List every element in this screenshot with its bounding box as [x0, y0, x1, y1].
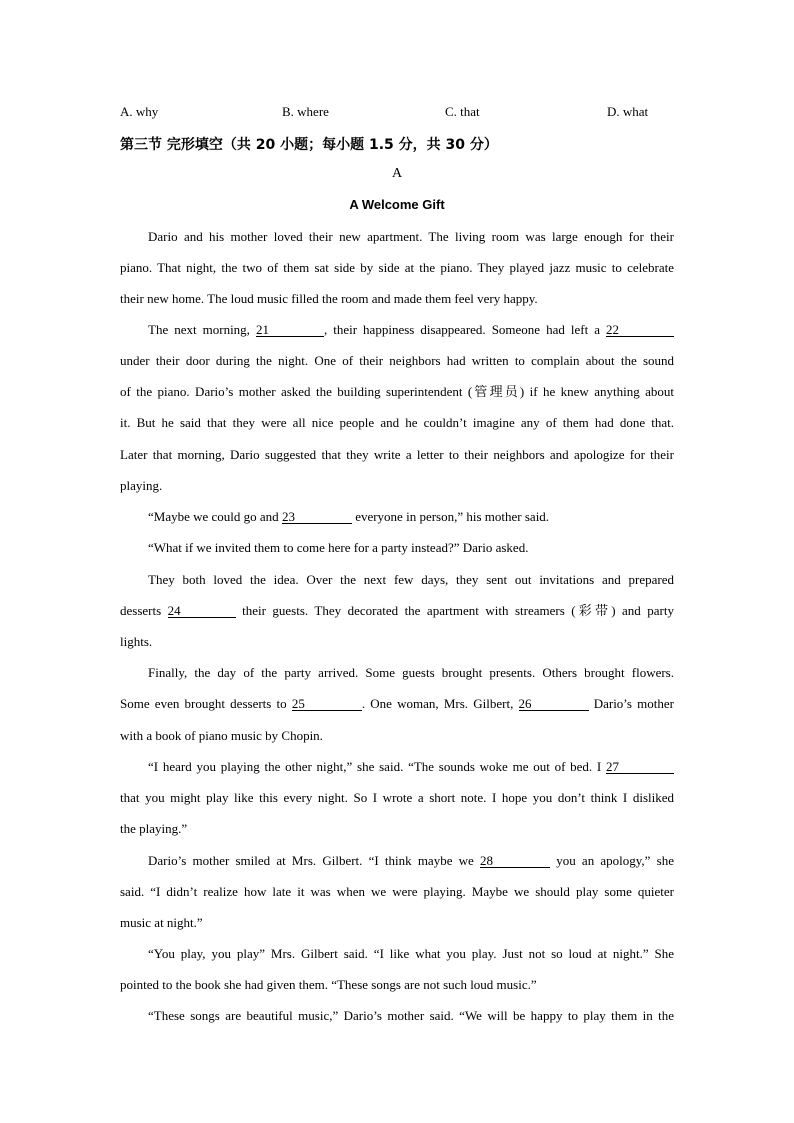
line-text: their guests. They decorated the apartment with streamers (彩带) and party: [235, 603, 674, 618]
line-text: you an apology,” she: [550, 853, 674, 868]
passage-line: Finally, the day of the party arrived. Some guests brought presents. Others brought flowers.: [148, 665, 674, 680]
passage-line: lights.: [120, 634, 153, 649]
line-text: everyone in person,” his mother said.: [351, 509, 550, 524]
blank-21: 21: [256, 323, 324, 337]
option-c: C. that: [445, 104, 480, 119]
passage-line: playing.: [120, 478, 163, 493]
passage-line: Dario and his mother loved their new apartment. The living room was large enough for their: [148, 229, 674, 244]
passage-line: it. But he said that they were all nice people and he couldn’t imagine any of them had done that.: [120, 415, 674, 430]
passage-line: [148, 852, 674, 870]
line-text: The next morning,: [148, 322, 256, 337]
line-text: , their happiness disappeared. Someone had left a: [323, 322, 606, 337]
option-b: B. where: [282, 104, 329, 119]
passage-line: their new home. The loud music filled the room and made them feel very happy.: [120, 291, 538, 306]
passage-title: A Welcome Gift: [349, 197, 445, 212]
line-text: desserts: [120, 603, 168, 618]
blank-23: 23: [282, 510, 352, 524]
line-text: Dario’s mother smiled at Mrs. Gilbert. “I think maybe we: [148, 853, 481, 868]
passage-line: piano. That night, the two of them sat side by side at the piano. They played jazz music to celebrate: [120, 260, 674, 275]
passage-line: of the piano. Dario’s mother asked the building superintendent (管理员) if he knew anything about: [120, 384, 674, 399]
passage-line: Later that morning, Dario suggested that they write a letter to their neighbors and apologize for their: [120, 447, 674, 462]
passage-line: said. “I didn’t realize how late it was when we were playing. Maybe we should play some quieter: [120, 884, 674, 899]
passage-line: They both loved the idea. Over the next few days, they sent out invitations and prepared: [148, 572, 674, 587]
blank-22: 22: [606, 323, 674, 337]
blank-26: 26: [519, 697, 589, 711]
answer-options: [120, 104, 680, 122]
blank-28: 28: [480, 854, 550, 868]
passage-line: [148, 321, 674, 339]
blank-24: 24: [168, 604, 236, 618]
passage-line: with a book of piano music by Chopin.: [120, 728, 323, 743]
section-heading: 第三节 完形填空（共 20 小题；每小题 1.5 分，共 30 分）: [120, 137, 498, 153]
passage-line: pointed to the book she had given them. “These songs are not such loud music.”: [120, 977, 537, 992]
line-text: “Maybe we could go and: [148, 509, 282, 524]
part-letter: A: [391, 166, 403, 181]
passage-line: [120, 602, 674, 620]
line-text: Dario’s mother: [588, 696, 674, 711]
blank-27: 27: [606, 760, 674, 774]
blank-25: 25: [292, 697, 362, 711]
line-text: Some even brought desserts to: [120, 696, 292, 711]
option-d: D. what: [607, 104, 649, 119]
line-text: . One woman, Mrs. Gilbert,: [361, 696, 519, 711]
passage-line: the playing.”: [120, 821, 188, 836]
passage-line: [148, 758, 674, 776]
passage-line: under their door during the night. One of their neighbors had written to complain about the sound: [120, 353, 674, 368]
passage-line: “These songs are beautiful music,” Dario’s mother said. “We will be happy to play them in the: [148, 1008, 674, 1023]
passage-line: “What if we invited them to come here for a party instead?” Dario asked.: [148, 540, 529, 555]
option-a: A. why: [120, 104, 159, 119]
passage-line: [120, 695, 674, 713]
line-text: “I heard you playing the other night,” she said. “The sounds woke me out of bed. I: [148, 759, 606, 774]
passage-line: “You play, you play” Mrs. Gilbert said. “I like what you play. Just not so loud at night.” She: [148, 946, 674, 961]
passage-line: music at night.”: [120, 915, 203, 930]
passage-line: that you might play like this every night. So I wrote a short note. I hope you don’t think I disliked: [120, 790, 674, 805]
passage-line: [148, 508, 674, 526]
